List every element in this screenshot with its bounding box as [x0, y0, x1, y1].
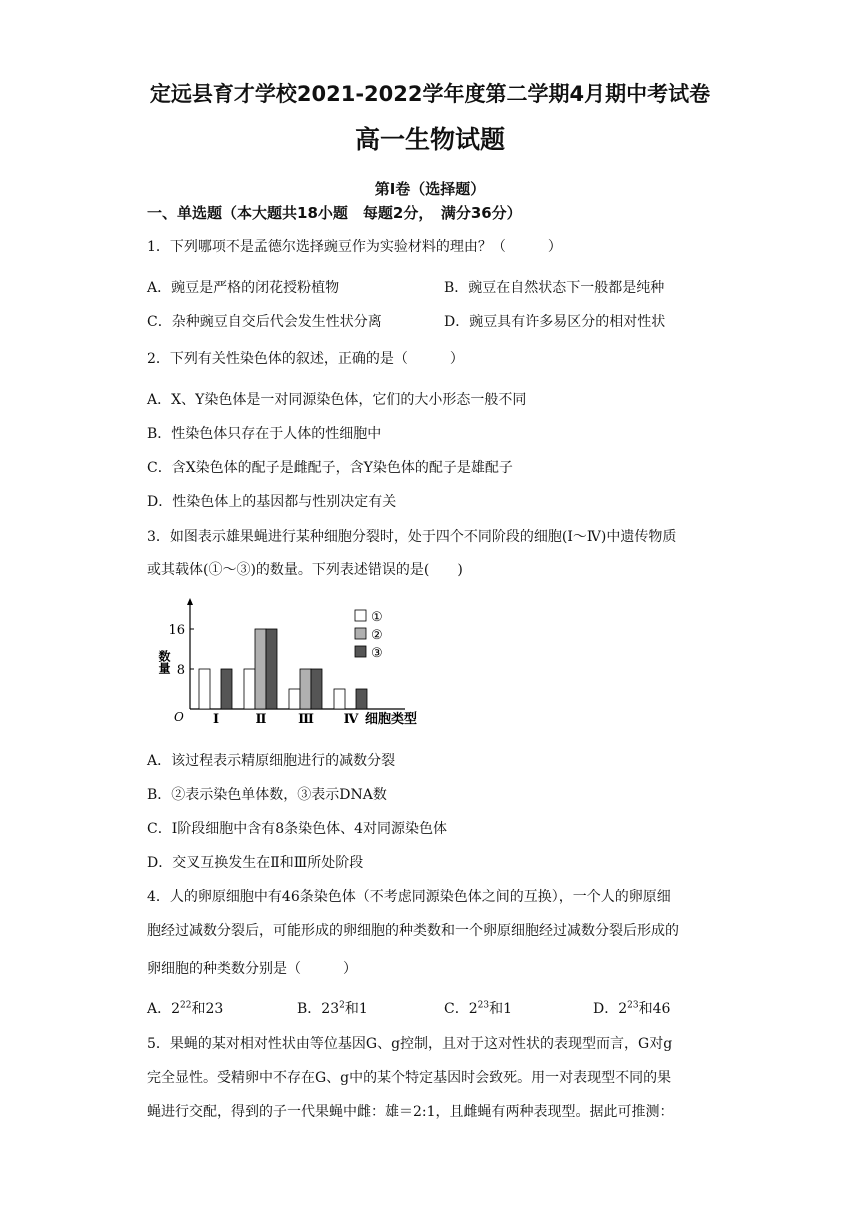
y-tick-label-1: 16 — [168, 623, 185, 638]
q2-option-d: D．性染色体上的基因都与性别决定有关 — [147, 494, 397, 510]
legend-label-2: ② — [371, 628, 383, 643]
q3-option-b: B．②表示染色单体数，③表示DNA数 — [147, 787, 387, 803]
x-tick-label-1: Ⅰ — [212, 712, 220, 727]
q4-option-a: A．$2^{22}$和23 — [147, 1000, 224, 1017]
origin-label: O — [174, 710, 184, 724]
y-tick-label-0: 8 — [176, 663, 185, 678]
q3-option-c: C．Ⅰ阶段细胞中含有8条染色体、4对同源染色体 — [147, 821, 448, 837]
q2-option-a: A．X、Y染色体是一对同源染色体，它们的大小形态一般不同 — [147, 392, 527, 408]
q3-option-a: A．该过程表示精原细胞进行的减数分裂 — [147, 753, 396, 769]
q4-stem-line2: 胞经过减数分裂后，可能形成的卵细胞的种类数和一个卵原细胞经过减数分裂后形成的 — [147, 923, 679, 939]
part-title: 第Ⅰ卷（选择题） — [374, 180, 486, 198]
bar-3-2 — [300, 669, 311, 709]
q4-option-c: C．$2^{23}$和1 — [444, 1000, 512, 1017]
legend-swatch-3 — [355, 646, 366, 657]
q2-option-c: C．含X染色体的配子是雌配子，含Y染色体的配子是雄配子 — [147, 460, 513, 476]
q1-option-c: C．杂种豌豆自交后代会发生性状分离 — [147, 314, 382, 330]
q2-stem: 2．下列有关性染色体的叙述，正确的是（ ） — [147, 351, 464, 367]
bar-3-3 — [311, 669, 322, 709]
q1-option-b: B．豌豆在自然状态下一般都是纯种 — [444, 280, 665, 296]
q3-stem-line1: 3．如图表示雄果蝇进行某种细胞分裂时，处于四个不同阶段的细胞(Ⅰ～Ⅳ)中遗传物质 — [147, 529, 677, 545]
x-tick-label-2: Ⅱ — [255, 712, 267, 727]
y-axis-label: 数量 — [157, 650, 171, 674]
q3-option-d: D．交叉互换发生在Ⅱ和Ⅲ所处阶段 — [147, 855, 364, 871]
q1-option-a: A．豌豆是严格的闭花授粉植物 — [147, 280, 340, 296]
legend-label-1: ① — [371, 610, 383, 625]
bar-2-1 — [244, 669, 255, 709]
y-axis-arrow — [187, 598, 193, 605]
x-axis-label: 细胞类型 — [365, 712, 418, 727]
q5-line2: 完全显性。受精卵中不存在G、g中的某个特定基因时会致死。用一对表现型不同的果 — [147, 1070, 672, 1086]
q4-option-b: B．$23^2$和1 — [297, 1000, 368, 1017]
x-tick-label-4: Ⅳ — [343, 712, 359, 727]
x-tick-label-3: Ⅲ — [298, 712, 314, 727]
q4-option-d: D．$2^{23}$和46 — [593, 1000, 671, 1017]
section-title: 一、单选题（本大题共18小题 每题2分， 满分36分） — [147, 204, 522, 222]
bar-2-2 — [255, 629, 266, 709]
legend-label-3: ③ — [371, 646, 383, 661]
bar-3-1 — [289, 689, 300, 709]
bar-4-1 — [334, 689, 345, 709]
q4-stem-line3: 卵细胞的种类数分别是（ ） — [147, 961, 357, 977]
q1-stem: 1．下列哪项不是孟德尔选择豌豆作为实验材料的理由？（ ） — [147, 239, 562, 255]
q4-stem-line1: 4．人的卵原细胞中有46条染色体（不考虑同源染色体之间的互换），一个人的卵原细 — [147, 889, 671, 905]
bar-1-1 — [199, 669, 210, 709]
bar-2-3 — [266, 629, 277, 709]
q2-option-b: B．性染色体只存在于人体的性细胞中 — [147, 426, 382, 442]
q5-line3: 蝇进行交配，得到的子一代果蝇中雌：雄＝2:1，且雌蝇有两种表现型。据此可推测： — [147, 1104, 674, 1120]
q5-line1: 5．果蝇的某对相对性状由等位基因G、g控制，且对于这对性状的表现型而言，G对g — [147, 1036, 673, 1052]
q1-option-d: D．豌豆具有许多易区分的相对性状 — [444, 314, 666, 330]
q3-stem-line2: 或其载体(①～③)的数量。下列表述错误的是( ) — [147, 562, 463, 578]
subject-title: 高一生物试题 — [354, 125, 505, 154]
school-title: 定远县育才学校2021-2022学年度第二学期4月期中考试卷 — [149, 82, 711, 106]
bar-4-3 — [356, 689, 367, 709]
legend-swatch-2 — [355, 628, 366, 639]
q3-bar-chart — [157, 596, 460, 736]
legend-swatch-1 — [355, 610, 366, 621]
bar-1-3 — [221, 669, 232, 709]
